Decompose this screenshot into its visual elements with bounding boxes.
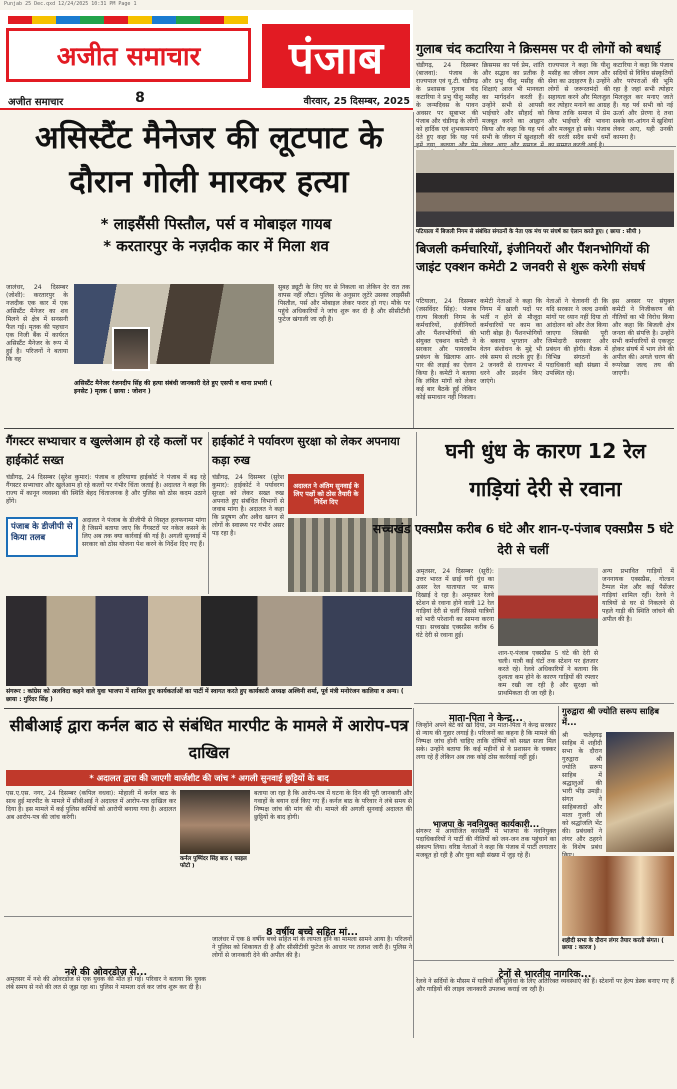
divider xyxy=(4,708,412,709)
christmas-headline xyxy=(416,38,674,60)
divider xyxy=(414,703,674,704)
environment-callout xyxy=(288,474,364,514)
christmas-col-3: राज्यपाल ने कहा कि यीशु मसीह का जीवन त्याग और सेवा का उदाहरण है। उन्होंने लोगों से जरूरतमंदों की सहायता करने और मिलजुल कर त्योहार मनाने का आग्रह किया ताकि समाज में प्रेम और भाईचारे की भावना और मजबूत हो सके। पंजाब की धरती सदैव सभी धर्मों xyxy=(548,62,610,141)
colonel-photo xyxy=(180,790,250,854)
environment-headline xyxy=(212,432,412,472)
electricity-col-1: पटियाला, 24 दिसम्बर (जसविंदर सिंह): पंजाब राज्य बिजली निगम के कर्मचारियों, इंजीनियरों और पैंशनभोगियों की संयुक्त एक्शन कमेटी ने सरकार और पावरकॉम प्रबंधन के खिलाफ आर-पार की लड़ाई का ऐलान किया है। कमेटी ने बताया कि लंबित मांगों को लेकर कई बार बैठकें हुईं लेकिन कोई समाधान नहीं निकला। xyxy=(416,298,476,401)
gangster-headline xyxy=(6,432,206,472)
electricity-photo xyxy=(416,150,674,227)
murder-headline xyxy=(6,116,412,212)
langar-photo xyxy=(562,856,674,936)
trains-col-1: रेलवे ने सर्दियों के मौसम में यात्रियों की सुविधा के लिए अतिरिक्त व्यवस्थाएं की हैं। स्टेशनों पर हेल्प डेस्क बनाए गए हैं और गाड़ियों की लाइव जानकारी उपलब्ध कराई जा रही है। xyxy=(416,978,674,993)
page-number: 8 xyxy=(135,90,145,106)
divider xyxy=(414,146,676,147)
fog-col-3: अन्य प्रभावित गाड़ियों में जननायक एक्सप्रैस, गोल्डन टैम्पल मेल और कई पैसेंजर गाड़ियां शामिल रहीं। रेलवे ने यात्रियों से घर से निकलने से पहले गाड़ी की स्थिति जांचने की अपील की है। xyxy=(602,568,674,623)
eight-years-headline-text: 8 वर्षीय बच्चे सहित मां... xyxy=(266,927,358,938)
gurdwara-photo-caption: शहीदी सभा के दौरान लंगर तैयार करती संगत। ( छाया : कारज ) xyxy=(562,938,664,951)
cbi-photo-caption: कर्नल पुष्पिंदर सिंह बाठ ( फाइल फोटो ) xyxy=(180,856,247,869)
murder-photo xyxy=(74,284,274,364)
electricity-col-4: इस अवसर पर संयुक्त कमेटी ने निजीकरण की नीतियों का भी विरोध किया और कहा कि बिजली क्षेत्र जनता की संपत्ति है। उन्होंने सभी कर्मचारियों से एकजुट होकर संघर्ष में भाग लेने की अपील की। अगले चरण की रूपरेखा जल्द तय की जाएगी। xyxy=(612,298,674,377)
divider xyxy=(558,706,559,956)
print-slug: Punjab 25 Dec.qxd 12/24/2025 10:31 PM Page 1 xyxy=(4,1,137,7)
fog-col-1: अमृतसर, 24 दिसम्बर (सूरी): उत्तर भारत में छाई घनी धुंध का असर रेल यातायात पर साफ दिखाई दे रहा है। अमृतसर रेलवे स्टेशन से रवाना होने वाली 12 रेल गाड़ियां देरी से चलीं जिससे यात्रियों को भारी परेशानी का सामना करना पड़ा। सच्चखंड एक्सप्रैस करीब 6 घंटे देरी से रवाना हुई। xyxy=(416,568,494,639)
divider xyxy=(208,432,209,594)
gurdwara-headline xyxy=(562,706,674,730)
christmas-col-1: चंडीगढ़, 24 दिसम्बर (बाजवा): पंजाब के राज्यपाल एवं यू.टी. चंडीगढ़ के प्रशासक गुलाब चंद कटारिया ने प्रभु यीशु मसीह के जन्मदिवस के पावन अवसर पर सूबाभर की पंजाब और चंडीगढ़ के लोगों को हार्दिक एवं शुभकामनाएं देते हुए कहा कि यह पर्व xyxy=(416,62,478,141)
drugs-col-1: अमृतसर में नशे की ओवरडोज से एक युवक की मौत हो गई। परिवार ने बताया कि युवक लंबे समय से नशे की लत से जूझ रहा था। पुलिस ने मामला दर्ज कर जांच शुरू कर दी है। xyxy=(6,976,206,991)
environment-callout-text: अदालत ने अंतिम सुनवाई के लिए पक्षों को ठोस तैयारी के निर्देश दिए xyxy=(293,482,359,506)
mata-headline xyxy=(416,706,556,724)
gurdwara-headline-text: गुरुद्वारा श्री ज्योति सरूप साहिब में... xyxy=(562,706,659,727)
gangster-kicker xyxy=(6,517,78,557)
gurdwara-photo xyxy=(606,732,674,852)
gangster-col-1: चंडीगढ़, 24 दिसम्बर (सुरेश कुमार): पंजाब व हरियाणा हाईकोर्ट ने पंजाब में बढ़ रहे गैंगस्टर सभ्याचार और खुलेआम हो रहे कत्लों पर गंभीर चिंता जताई है। अदालत ने कहा कि राज्य में कानून व्यवस्था की स्थिति बेहद चिंताजनक है और पुलिस को ठोस कदम उठाने होंगे। xyxy=(6,474,206,505)
bjp-col-1: संगरूर में आयोजित कार्यक्रम में भाजपा के नवनियुक्त पदाधिकारियों ने पार्टी की नीतियों को जन-जन तक पहुंचाने का संकल्प लिया। वरिष्ठ नेताओं ने कहा कि पंजाब में पार्टी लगातार मजबूत हो रही है और युवा बड़ी संख्या में जुड़ रहे हैं। xyxy=(416,828,556,859)
cbi-subhead-text: * अदालत द्वारा की जाएगी वार्जशीट की जांच * अगली सुनवाई छुट्टियों के बाद xyxy=(89,773,329,784)
divider xyxy=(413,112,414,428)
eight-years-headline xyxy=(212,920,412,938)
congress-photo xyxy=(6,596,412,686)
electricity-headline-text: बिजली कर्मचारियों, इंजीनियरों और पैंशनभोगियों की जाइंट एक्शन कमेटी 2 जनवरी से शुरू करेगी संघर्ष xyxy=(416,241,650,274)
cbi-col-1: एस.ए.एस. नगर, 24 दिसम्बर (कपिल वधवा): मोहाली में कर्नल बाठ के साथ हुई मारपीट के मामले में सीबीआई ने अदालत में आरोप-पत्र दाखिल कर दिया है। इस मामले में कई पुलिस कर्मियों को आरोपी बनाया गया है। अदालत अब आरोप-पत्र की जांच करेगी। xyxy=(6,790,176,821)
bjp-headline-text: भाजपा के नवनियुक्त कार्यकारी... xyxy=(432,820,540,830)
congress-photo-caption: संगरूर : कांग्रेस को अलविदा कहने वाले युवा भाजपा में शामिल हुए कार्यकर्ताओं का पार्टी में स्वागत करते हुए कार्यकारी अध्यक्ष अश्विनी शर्मा, पूर्व मंत्री मनोरंजन कालिया व अन्य। ( छाया : गुरिंदर सिंह ) xyxy=(6,688,404,703)
train-photo xyxy=(498,568,598,646)
cbi-subhead xyxy=(6,770,412,786)
trains-headline xyxy=(416,962,674,980)
section-title-text: पंजाब xyxy=(288,33,384,84)
paper-name-text: अजीत समाचार xyxy=(56,42,201,72)
cbi-col-2: बताया जा रहा है कि आरोप-पत्र में घटना के दिन की पूरी जानकारी और गवाहों के बयान दर्ज किए गए हैं। कर्नल बाठ के परिवार ने लंबे समय से निष्पक्ष जांच की मांग की थी। मामले की अगली सुनवाई अदालत की छुट्टियों के बाद होगी। xyxy=(254,790,412,821)
murder-photo-caption: असिस्टैंट मैनेजर रंजनदीप सिंह की हत्या संबंधी जानकारी देते हुए एसपी व थाना प्रभारी ( इनसेट ) मृतक ( छाया : जोशन ) xyxy=(74,380,273,395)
murder-col-2: सुबह ड्यूटी के लिए घर से निकला था लेकिन देर रात तक वापस नहीं लौटा। पुलिस के अनुसार लुटेरे उसका लाइसैंसी पिस्तौल, पर्स और मोबाइल लेकर फरार हो गए। मौके पर पहुंचे अधिकारियों ने जांच शुरू कर दी है और सीसीटीवी फुटेज खंगाली जा रही है। xyxy=(278,284,410,323)
divider xyxy=(4,916,412,917)
date: वीरवार, 25 दिसम्बर, 2025 xyxy=(303,96,410,107)
drugs-headline xyxy=(6,960,206,978)
masthead xyxy=(0,10,413,110)
mata-col-1: जिन्होंने अपने बेटे को खो दिया, उन माता-पिता ने केन्द्र सरकार से न्याय की गुहार लगाई है। परिजनों का कहना है कि मामले की निष्पक्ष जांच होनी चाहिए ताकि दोषियों को सख्त सजा मिल सके। उन्होंने बताया कि कई महीनों से वे प्रशासन के चक्कर लगा रहे हैं लेकिन अब तक कोई ठोस कार्रवाई नहीं हुई। xyxy=(416,722,556,761)
mata-headline-text: माता-पिता ने केन्द्र... xyxy=(449,713,523,724)
trains-headline-text: ट्रेनों से भारतीय नागरिक... xyxy=(498,969,592,980)
cbi-headline xyxy=(6,712,412,768)
footer-name: अजीत समाचार xyxy=(8,97,64,108)
fog-subhead-text: सच्चखंड एक्सप्रैस करीब 6 घंटे और शान-ए-पंजाब एक्सप्रैस 5 घंटे देरी से चलीं xyxy=(372,521,674,557)
murder-subhead-2-text: * करतारपुर के नज़दीक कार में मिला शव xyxy=(103,237,329,255)
fog-headline xyxy=(416,432,674,516)
divider xyxy=(414,960,674,961)
drugs-headline-text: नशे की ओवरडोज़ से... xyxy=(64,967,148,978)
masthead-stripe xyxy=(8,16,248,24)
bjp-headline xyxy=(416,812,556,830)
electricity-headline xyxy=(416,240,674,294)
gangster-col-2: अदालत ने पंजाब के डीजीपी से विस्तृत हलफनामा मांगा है जिसमें बताया जाए कि गैंगस्टरों पर नकेल कसने के लिए अब तक क्या कार्रवाई की गई है। अगली सुनवाई में सरकार को ठोस योजना पेश करने के निर्देश दिए गए हैं। xyxy=(82,517,206,548)
divider xyxy=(4,428,674,429)
electricity-col-3: नेताओं ने चेतावनी दी कि यदि सरकार ने जल्द उनकी मांगों पर ध्यान नहीं दिया तो आंदोलन को और तेज किया जाएगा जिसकी पूरी जिम्मेदारी सरकार और प्रबंधन की होगी। बैठक में विभिन्न संगठनों के पदाधिकारी बड़ी संख्या में उपस्थित रहे। xyxy=(546,298,608,377)
environment-col-1: चंडीगढ़, 24 दिसम्बर (सुरेश कुमार): हाईकोर्ट ने पर्यावरण सुरक्षा को लेकर सख्त रुख अपनाते हुए संबंधित विभागों से जवाब मांगा है। अदालत ने कहा कि प्रदूषण और अवैध खनन से लोगों के स्वास्थ्य पर गंभीर असर पड़ रहा है। xyxy=(212,474,284,537)
gangster-headline-text: गैंगस्टर सभ्याचार व खुल्लेआम हो रहे कत्लों पर हाईकोर्ट सख्त xyxy=(6,434,203,467)
cbi-headline-text: सीबीआई द्वारा कर्नल बाठ से संबंधित मारपीट के मामले में आरोप-पत्र दाखिल xyxy=(9,716,409,762)
murder-subhead-1 xyxy=(20,214,412,236)
christmas-col-4: कटारिया ने कहा कि पंजाब सदियों से विविध संस्कृतियों और परंपराओं की भूमि रहा है जहां सभी त्योहार मिलजुल कर मनाए जाते हैं। यह पर्व सभी को नई ऊर्जा और प्रेरणा दे तथा सबके घर-आंगन में खुशियां लेकर आए, यही उनकी कामना है। xyxy=(613,62,673,141)
electricity-photo-caption: पटियाला में बिजली निगम से संबंधित संगठनों के नेता एक मंच पर संघर्ष का ऐलान करते हुए। ( छाया : सीपी ) xyxy=(416,229,641,235)
gangster-kicker-text: पंजाब के डीजीपी से किया तलब xyxy=(11,522,73,543)
paper-name xyxy=(6,28,251,82)
eight-years-col-1: जालंधर में एक 8 वर्षीय बच्चे सहित मां के लापता होने का मामला सामने आया है। परिजनों ने पुलिस को शिकायत दी है और सीसीटीवी फुटेज के आधार पर तलाश जारी है। पुलिस ने लोगों से जानकारी देने की अपील की है। xyxy=(212,936,412,959)
christmas-headline-text: गुलाब चंद कटारिया ने क्रिसमस पर दी लोगों को बधाई xyxy=(416,40,661,56)
murder-subhead-1-text: * लाइसैंसी पिस्तौल, पर्स व मोबाइल गायब xyxy=(100,215,332,233)
divider xyxy=(413,708,414,1038)
fog-subhead xyxy=(372,518,674,564)
gurdwara-col-1: श्री फतेहगढ़ साहिब में शहीदी सभा के दौरान गुरुद्वारा श्री ज्योति सरूप साहिब में श्रद्धालुओं की भारी भीड़ उमड़ी। संगत ने साहिबजादों और माता गुजरी जी को श्रद्धांजलि भेंट की। प्रबंधकों ने लंगर और ठहरने के विशेष प्रबंध xyxy=(562,732,602,851)
murder-headline-text: असिस्टैंट मैनेजर की लूटपाट के दौरान गोली मारकर हत्या xyxy=(35,120,383,200)
section-title xyxy=(262,24,410,88)
murder-subhead-2 xyxy=(20,236,412,258)
murder-col-1: जालंधर, 24 दिसम्बर (जोशी): करतारपुर के नजदीक एक कार में एक असिस्टैंट मैनेजर का शव मिलने से क्षेत्र में सनसनी फैल गई। मृतक की पहचान एक निजी बैंक में कार्यरत असिस्टैंट मैनेजर के रूप में हुई है। परिजनों ने बताया कि वह xyxy=(6,284,68,363)
electricity-col-2: कमेटी नेताओं ने कहा कि निगम में खाली पदों पर भर्ती न होने से मौजूदा कर्मचारियों पर काम का भारी बोझ है। पैंशनभोगियों के बकाया भुगतान और वेतन संशोधन के मुद्दे भी लंबे समय से लटके हुए हैं। 2 जनवरी से राज्यभर में धरने और प्रदर्शन किए जाएंगे। xyxy=(480,298,542,385)
victim-inset-photo xyxy=(112,327,150,371)
environment-headline-text: हाईकोर्ट ने पर्यावरण सुरक्षा को लेकर अपनाया कड़ा रुख xyxy=(212,434,400,467)
christmas-col-2: क्रिसमस का पर्व प्रेम, शांति और सद्भाव का प्रतीक है और प्रभु यीशु मसीह की शिक्षाएं आज भी मानवता का मार्गदर्शन करती हैं। उन्होंने सभी से आपसी भाईचारे और सौहार्द को मजबूत करने का आह्वान किया और कहा कि यह पर्व सभी के जीवन में खुशहाली xyxy=(482,62,544,141)
fog-headline-text: घनी धुंध के कारण 12 रेल गाड़ियां देरी से रवाना xyxy=(445,439,646,501)
fog-col-2: शान-ए-पंजाब एक्सप्रैस 5 घंटे की देरी से चली। यात्री कई घंटों तक स्टेशन पर इंतजार करते रहे। रेलवे अधिकारियों ने बताया कि दृश्यता कम होने के कारण गाड़ियों की रफ्तार कम रखी जा रही है और सुरक्षा को प्राथमिकता दी जा रही है। xyxy=(498,650,598,697)
